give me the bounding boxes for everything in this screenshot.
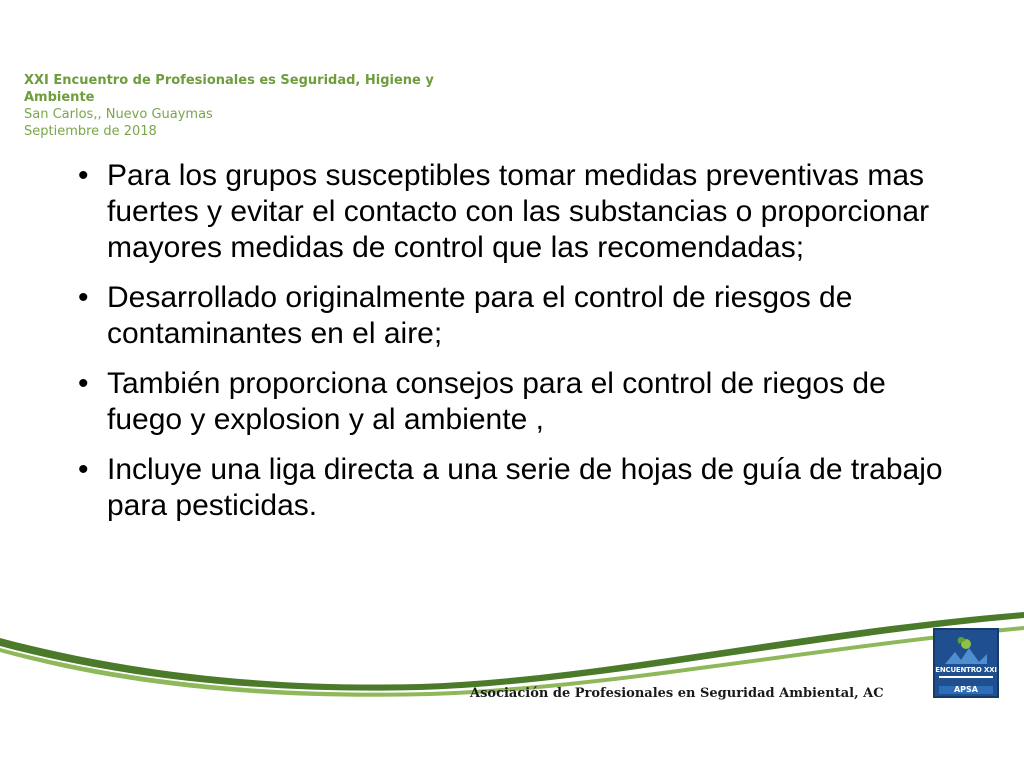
logo-title: ENCUENTRO XXI [935, 666, 997, 674]
bullet-marker: • [78, 281, 89, 314]
bullet-marker: • [78, 453, 89, 486]
footer-organization: Asociación de Profesionales en Seguridad Ambiental, AC [470, 686, 884, 701]
bullet-text: También proporciona consejos para el control de riegos de fuego y explosion y al ambiente , [107, 367, 886, 436]
bullet-marker: • [78, 367, 89, 400]
bullet-item [78, 280, 958, 352]
header-date: Septiembre de 2018 [24, 124, 157, 139]
bullet-item [78, 366, 958, 438]
bullet-item [78, 158, 958, 266]
bullet-text: Incluye una liga directa a una serie de hojas de guía de trabajo para pesticidas. [107, 453, 943, 522]
slide-header [24, 72, 464, 140]
bullet-marker: • [78, 159, 89, 192]
header-location: San Carlos,, Nuevo Guaymas [24, 107, 213, 122]
bullet-list [78, 158, 958, 538]
apsa-logo [933, 628, 999, 698]
header-title-continuation: Ambiente [24, 90, 95, 105]
bullet-item [78, 452, 958, 524]
bullet-text: Para los grupos susceptibles tomar medidas preventivas mas fuertes y evitar el contacto con las substancias o proporcionar mayores medidas de control que las recomendadas; [107, 159, 930, 264]
header-title: XXI Encuentro de Profesionales es Seguridad, Higiene y [24, 73, 434, 88]
bullet-text: Desarrollado originalmente para el control de riesgos de contaminantes en el aire; [107, 281, 853, 350]
green-swoosh-decoration [0, 560, 1024, 700]
logo-subtitle: APSA [953, 685, 978, 694]
